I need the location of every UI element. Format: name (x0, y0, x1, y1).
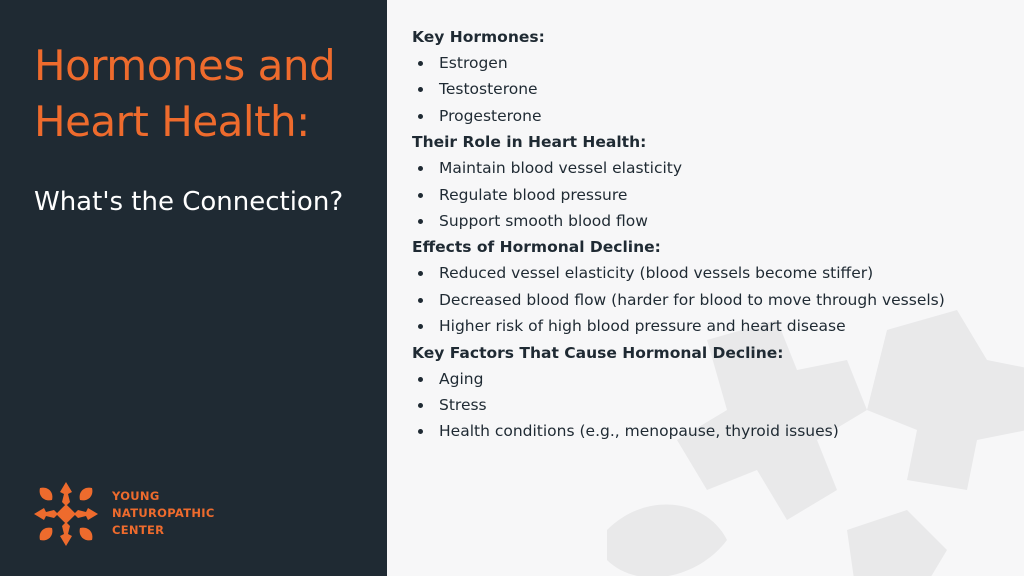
brand-logo (32, 480, 232, 550)
section-heading-effects: Effects of Hormonal Decline: (412, 238, 661, 257)
bullet-item: Reduced vessel elasticity (blood vessels become stiffer) (412, 260, 1012, 286)
bullet-item: Aging (412, 366, 1012, 392)
title-line-1: Hormones and (34, 41, 336, 90)
bullet-item: Higher risk of high blood pressure and heart disease (412, 313, 1012, 339)
slide-subtitle: What's the Connection? (34, 187, 344, 217)
bullet-item: Decreased blood flow (harder for blood to move through vessels) (412, 287, 1012, 313)
bullet-item: Support smooth blood flow (412, 208, 1012, 234)
brand-line-1: YOUNG (112, 489, 160, 503)
bullet-item: Stress (412, 392, 1012, 418)
bullet-list-effects (412, 260, 1012, 339)
left-panel (0, 0, 387, 576)
bullet-list-factors (412, 366, 1012, 445)
bullet-item: Testosterone (412, 76, 1012, 102)
brand-name (112, 488, 232, 539)
right-panel (387, 0, 1024, 576)
bullet-item: Maintain blood vessel elasticity (412, 155, 1012, 181)
section-heading-role: Their Role in Heart Health: (412, 133, 647, 152)
bullet-item: Estrogen (412, 50, 1012, 76)
bullet-list-role (412, 155, 1012, 234)
content-list (412, 24, 1012, 445)
title-line-2: Heart Health: (34, 97, 310, 146)
slide-title (34, 38, 374, 150)
bullet-item: Progesterone (412, 103, 1012, 129)
naturopathic-emblem-icon (32, 480, 100, 548)
brand-line-2: NATUROPATHIC (112, 506, 215, 520)
section-heading-factors: Key Factors That Cause Hormonal Decline: (412, 343, 784, 362)
bullet-list-key-hormones (412, 50, 1012, 129)
bullet-item: Regulate blood pressure (412, 182, 1012, 208)
bullet-item: Health conditions (e.g., menopause, thyroid issues) (412, 418, 1012, 444)
section-heading-key-hormones: Key Hormones: (412, 28, 545, 46)
brand-line-3: CENTER (112, 523, 165, 537)
